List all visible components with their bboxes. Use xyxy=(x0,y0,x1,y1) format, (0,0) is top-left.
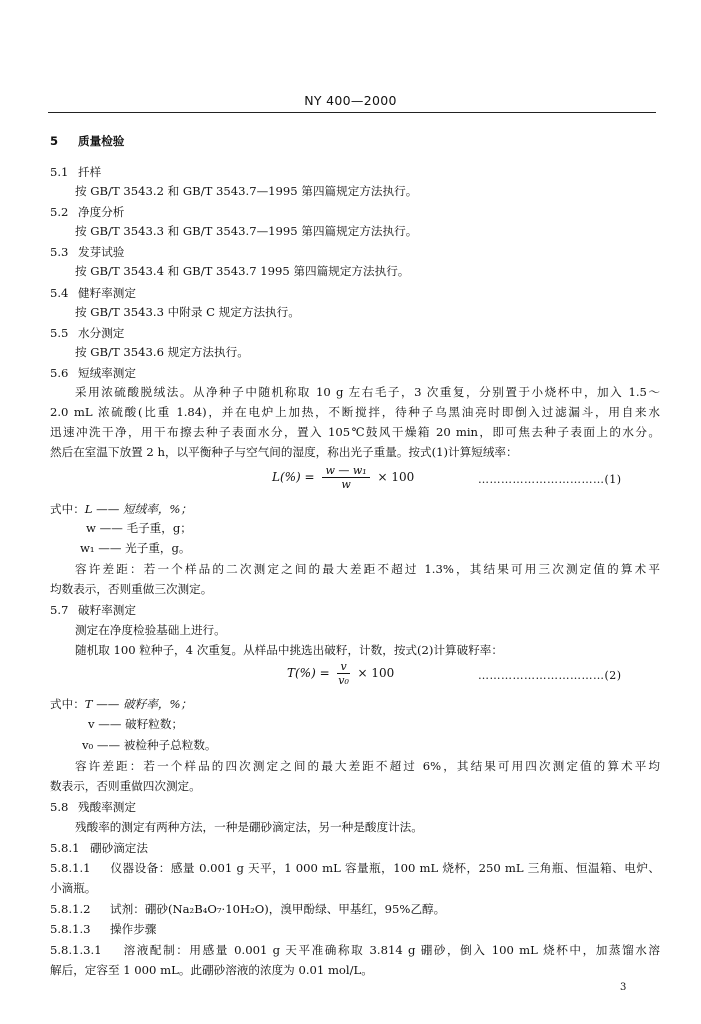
item-number: 5.8.1.2 xyxy=(50,902,91,916)
heading-5-2 xyxy=(50,204,660,220)
item-text: 试剂：硼砂(Na₂B₄O₇·10H₂O)，溴甲酚绿、甲基红，95%乙醇。 xyxy=(110,902,446,916)
formula-tail: × 100 xyxy=(377,470,415,484)
where-label: 式中： xyxy=(50,502,85,516)
paragraph-5-3: 按 GB/T 3543.4 和 GB/T 3543.7 1995 第四篇规定方法执行。 xyxy=(75,264,410,278)
item-5-8-1-3-1-line-2: 解后，定容至 1 000 mL。此硼砂溶液的浓度为 0.01 mol/L。 xyxy=(50,963,373,977)
tolerance-5-7-line-2: 数表示，否则重做四次测定。 xyxy=(50,779,201,793)
heading-5-3 xyxy=(50,244,660,260)
section-title: 质量检验 xyxy=(78,134,125,148)
where-item: L —— 短绒率，%； xyxy=(84,502,193,516)
heading-5-8-1-3 xyxy=(50,921,660,937)
heading-number: 5.7 xyxy=(50,603,69,617)
heading-number: 5.3 xyxy=(50,245,69,259)
paragraph-5-6-line-4: 然后在室温下放置 2 h，以平衡种子与空气间的湿度，称出光子重量。按式(1)计算短绒率： xyxy=(50,445,518,459)
fraction-denominator: v₀ xyxy=(338,674,349,687)
page-number: 3 xyxy=(620,982,627,993)
fraction xyxy=(337,660,349,687)
where-1-line-1 xyxy=(50,501,660,517)
section-5-heading xyxy=(50,133,660,149)
paragraph-5-2: 按 GB/T 3543.3 和 GB/T 3543.7—1995 第四篇规定方法执行。 xyxy=(75,224,418,238)
fraction-denominator: w xyxy=(341,478,351,491)
heading-number: 5.8 xyxy=(50,800,69,814)
heading-5-8 xyxy=(50,799,660,815)
item-text: 仪器设备：感量 0.001 g 天平，1 000 mL 容量瓶，100 mL 烧杯，250 mL 三角瓶、恒温箱、电炉、 xyxy=(110,861,660,875)
heading-5-8-1 xyxy=(50,840,660,856)
paragraph-5-6-line-3: 迅速冲洗干净，用干布擦去种子表面水分，置入 105℃鼓风干燥箱 20 min，即可焦去种子表面上的水分。 xyxy=(50,425,660,439)
paragraph-5-4: 按 GB/T 3543.3 中附录 C 规定方法执行。 xyxy=(75,305,300,319)
heading-title: 短绒率测定 xyxy=(78,366,136,380)
fraction xyxy=(322,464,369,491)
heading-title: 健籽率测定 xyxy=(78,286,136,300)
item-number: 5.8.1.3.1 xyxy=(50,943,102,957)
page-header: NY 400—2000 xyxy=(304,93,397,108)
heading-title: 残酸率测定 xyxy=(78,800,136,814)
heading-number: 5.6 xyxy=(50,366,69,380)
item-5-8-1-1-line-1 xyxy=(50,860,660,876)
paragraph-5-7-line-1: 测定在净度检验基础上进行。 xyxy=(75,623,226,637)
where-1-line-3: w₁ —— 光子重，g。 xyxy=(80,541,191,555)
formula-tail: × 100 xyxy=(357,666,395,680)
heading-5-7 xyxy=(50,602,660,618)
where-2-line-1 xyxy=(50,696,660,712)
header-rule xyxy=(48,112,656,113)
paragraph-5-6-line-2: 2.0 mL 浓硫酸(比重 1.84)，并在电炉上加热，不断搅拌，待种子乌黑油亮时即倒入过滤漏斗，用自来水 xyxy=(50,405,660,419)
heading-5-5 xyxy=(50,325,660,341)
item-text: 溶液配制：用感量 0.001 g 天平准确称取 3.814 g 硼砂，倒入 100 mL 烧杯中，加蒸馏水溶 xyxy=(122,943,660,957)
tolerance-5-6-line-2: 均数表示，否则重做三次测定。 xyxy=(50,582,213,596)
where-1-line-2: w —— 毛子重，g； xyxy=(86,521,192,535)
item-5-8-1-1-line-2: 小滴瓶。 xyxy=(50,881,97,895)
equation-label-2: ……………………………(2) xyxy=(478,669,622,682)
heading-title: 扦样 xyxy=(78,165,102,179)
heading-title: 发芽试验 xyxy=(78,245,125,259)
heading-number: 5.5 xyxy=(50,326,69,340)
heading-number: 5.1 xyxy=(50,165,69,179)
where-2-line-3: v₀ —— 被检种子总粒数。 xyxy=(82,738,217,752)
formula-lhs: T(%) = xyxy=(287,666,330,680)
heading-number: 5.2 xyxy=(50,205,69,219)
tolerance-5-6-line-1: 容许差距：若一个样品的二次测定之间的最大差距不超过 1.3%，其结果可用三次测定值的算术平 xyxy=(75,562,660,576)
heading-number: 5.8.1 xyxy=(50,841,80,855)
heading-5-1 xyxy=(50,164,660,180)
heading-5-4 xyxy=(50,285,660,301)
where-item: T —— 破籽率，%； xyxy=(84,697,193,711)
paragraph-5-7-line-2: 随机取 100 粒种子，4 次重复。从样品中挑选出破籽，计数，按式(2)计算破籽率： xyxy=(75,643,503,657)
item-number: 5.8.1.1 xyxy=(50,861,91,875)
item-5-8-1-2 xyxy=(50,901,660,917)
where-2-line-2: v —— 破籽粒数； xyxy=(88,717,184,731)
paragraph-5-8: 残酸率的测定有两种方法，一种是硼砂滴定法，另一种是酸度计法。 xyxy=(75,820,423,834)
heading-title: 破籽率测定 xyxy=(78,603,136,617)
section-number: 5 xyxy=(50,134,59,148)
fraction-numerator: w — w₁ xyxy=(322,464,369,478)
paragraph-5-6-line-1: 采用浓硫酸脱绒法。从净种子中随机称取 10 g 左右毛子，3 次重复，分别置于小烧杯中，加入 1.5～ xyxy=(75,385,660,399)
fraction-numerator: v xyxy=(337,660,349,674)
paragraph-5-5: 按 GB/T 3543.6 规定方法执行。 xyxy=(75,345,249,359)
heading-5-6 xyxy=(50,365,660,381)
heading-title: 水分测定 xyxy=(78,326,125,340)
formula-lhs: L(%) = xyxy=(272,470,315,484)
heading-number: 5.4 xyxy=(50,286,69,300)
heading-title: 操作步骤 xyxy=(110,922,157,936)
formula-1 xyxy=(272,464,414,491)
item-5-8-1-3-1-line-1 xyxy=(50,942,660,958)
heading-title: 硼砂滴定法 xyxy=(90,841,148,855)
paragraph-5-1: 按 GB/T 3543.2 和 GB/T 3543.7—1995 第四篇规定方法执行。 xyxy=(75,184,418,198)
formula-2 xyxy=(287,660,394,687)
heading-title: 净度分析 xyxy=(78,205,125,219)
equation-label-1: ……………………………(1) xyxy=(478,473,622,486)
tolerance-5-7-line-1: 容许差距：若一个样品的四次测定之间的最大差距不超过 6%，其结果可用四次测定值的算术平均 xyxy=(75,759,660,773)
where-label: 式中： xyxy=(50,697,85,711)
heading-number: 5.8.1.3 xyxy=(50,922,91,936)
